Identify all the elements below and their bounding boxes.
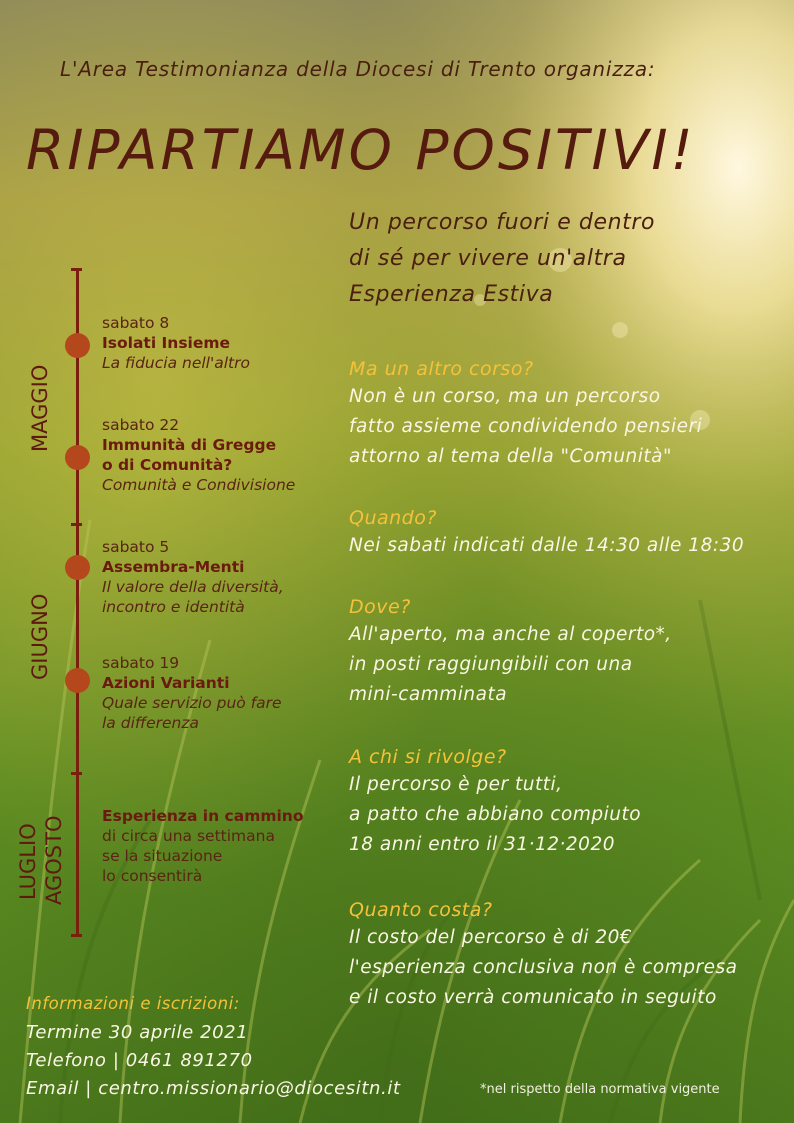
qa-block-corso xyxy=(349,356,789,472)
event-date: sabato 19 xyxy=(102,654,180,672)
timeline-dot xyxy=(65,555,90,580)
question: Quando? xyxy=(349,507,437,529)
event-subtitle: Quale servizio può fare xyxy=(102,694,282,712)
event-isolati-insieme xyxy=(102,313,342,373)
event-date: sabato 5 xyxy=(102,538,170,556)
answer xyxy=(349,770,789,860)
answer-line: l'esperienza conclusiva non è compresa xyxy=(349,957,738,978)
question: Ma un altro corso? xyxy=(349,358,534,380)
page-title: RIPARTIAMO POSITIVI! xyxy=(26,118,696,182)
event-name: Immunità di Gregge xyxy=(102,436,277,454)
event-date: sabato 8 xyxy=(102,314,170,332)
timeline-tick xyxy=(71,268,82,271)
subtitle-line: di sé per vivere un'altra xyxy=(349,246,627,271)
event-assembra-menti xyxy=(102,537,342,617)
month-luglio: LUGLIO xyxy=(16,823,40,900)
event-name: Isolati Insieme xyxy=(102,334,231,352)
answer xyxy=(349,382,789,472)
qa-block-dove xyxy=(349,594,789,710)
event-subtitle: Il valore della diversità, xyxy=(102,578,284,596)
answer-line: Non è un corso, ma un percorso xyxy=(349,386,661,407)
answer-line: 18 anni entro il 31·12·2020 xyxy=(349,834,615,855)
event-detail: se la situazione xyxy=(102,847,223,865)
answer-line: Il percorso è per tutti, xyxy=(349,774,563,795)
answer xyxy=(349,620,789,710)
answer xyxy=(349,923,789,1013)
question: A chi si rivolge? xyxy=(349,746,507,768)
info-deadline: Termine 30 aprile 2021 xyxy=(26,1022,249,1043)
event-azioni-varianti xyxy=(102,653,342,733)
qa-block-quando xyxy=(349,505,789,561)
subtitle-line: Esperienza Estiva xyxy=(349,282,554,307)
answer xyxy=(349,531,789,561)
event-esperienza-in-cammino xyxy=(102,806,352,886)
timeline-dot xyxy=(65,333,90,358)
question: Dove? xyxy=(349,596,411,618)
event-subtitle: Comunità e Condivisione xyxy=(102,476,296,494)
info-title: Informazioni e iscrizioni: xyxy=(26,994,240,1013)
event-name: Assembra-Menti xyxy=(102,558,245,576)
answer-line: in posti raggiungibili con una xyxy=(349,654,633,675)
event-name: o di Comunità? xyxy=(102,456,233,474)
footnote: *nel rispetto della normativa vigente xyxy=(480,1082,720,1097)
month-agosto: AGOSTO xyxy=(42,815,66,905)
month-giugno: GIUGNO xyxy=(28,593,52,680)
answer-line: Nei sabati indicati dalle 14:30 alle 18:30 xyxy=(349,535,745,556)
event-subtitle: la differenza xyxy=(102,714,199,732)
organizer-line: L'Area Testimonianza della Diocesi di Trento organizza: xyxy=(60,57,656,81)
event-immunita xyxy=(102,415,342,495)
timeline-tick xyxy=(71,934,82,937)
answer-line: e il costo verrà comunicato in seguito xyxy=(349,987,717,1008)
timeline-dot xyxy=(65,668,90,693)
event-name: Esperienza in cammino xyxy=(102,807,304,825)
timeline-tick xyxy=(71,772,82,775)
timeline-tick xyxy=(71,523,82,526)
answer-line: attorno al tema della "Comunità" xyxy=(349,446,673,467)
event-detail: di circa una settimana xyxy=(102,827,275,845)
subtitle-line: Un percorso fuori e dentro xyxy=(349,210,656,235)
timeline-line xyxy=(76,268,79,936)
month-maggio: MAGGIO xyxy=(28,364,52,452)
qa-block-a-chi xyxy=(349,744,789,860)
subtitle xyxy=(349,205,779,313)
event-subtitle: La fiducia nell'altro xyxy=(102,354,250,372)
event-detail: lo consentirà xyxy=(102,867,203,885)
info-email[interactable]: Email | centro.missionario@diocesitn.it xyxy=(26,1078,401,1099)
answer-line: fatto assieme condividendo pensieri xyxy=(349,416,703,437)
event-subtitle: incontro e identità xyxy=(102,598,245,616)
answer-line: mini-camminata xyxy=(349,684,508,705)
answer-line: a patto che abbiano compiuto xyxy=(349,804,642,825)
event-date: sabato 22 xyxy=(102,416,180,434)
answer-line: All'aperto, ma anche al coperto*, xyxy=(349,624,672,645)
question: Quanto costa? xyxy=(349,899,493,921)
answer-line: Il costo del percorso è di 20€ xyxy=(349,927,633,948)
timeline-dot xyxy=(65,445,90,470)
info-phone[interactable]: Telefono | 0461 891270 xyxy=(26,1050,253,1071)
qa-block-costo xyxy=(349,897,789,1013)
event-name: Azioni Varianti xyxy=(102,674,230,692)
